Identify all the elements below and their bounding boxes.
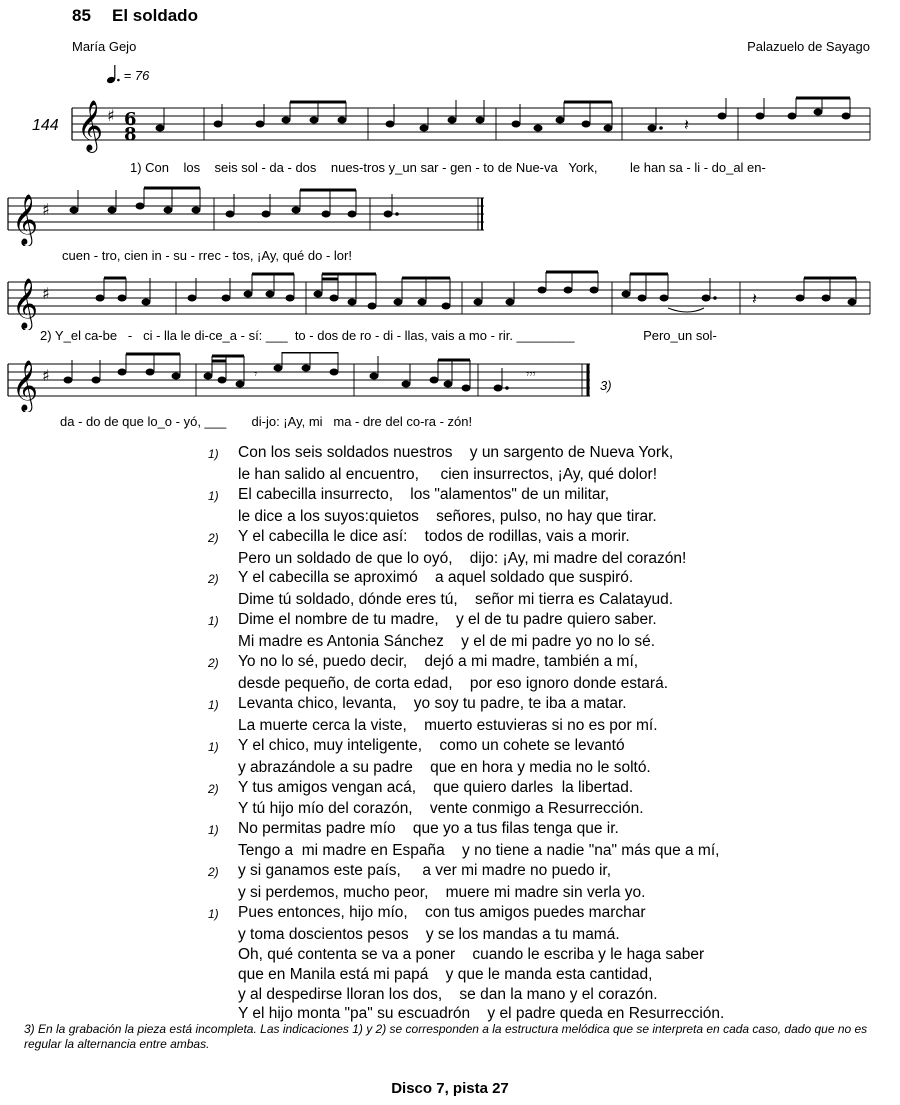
verse-line [208,716,724,736]
verse-line [208,965,724,985]
verse-line [208,443,724,465]
verse-mark: 1) [208,739,219,754]
verse-text: le dice a los suyos:quietos señores, pulso, no hay que tirar. [238,507,657,525]
lyrics-line-2: cuen - tro, cien in - su - rrec - tos, ¡Ay, qué do - lor! [62,248,352,263]
verse-line [208,590,724,610]
verse-mark [208,549,238,569]
verse-line [208,568,724,590]
treble-clef-icon: 𝄞 [12,278,39,329]
verse-mark: 1) [208,488,219,503]
verse-mark: 2) [208,781,219,796]
verse-line [208,903,724,925]
piece-number: 144 [32,117,59,134]
svg-text:♯: ♯ [42,284,50,303]
informant-name: María Gejo [72,39,137,54]
verse-mark [208,632,238,652]
verse-text: que en Manila está mi papá y que le manda esta cantidad, [238,965,653,983]
treble-clef-icon: 𝄞 [77,100,104,151]
verse-line [208,694,724,716]
lyrics-line-1: 1) Con los seis sol - da - dos nues-tros y_un sar - gen - to de Nue-va York, le han sa - li - do_al en- [130,160,766,175]
svg-text:♯: ♯ [42,200,50,219]
svg-text:𝄽: 𝄽 [684,115,689,134]
verse-mark: 2) [208,865,219,880]
time-signature-top: 6 [124,109,137,130]
verse-text: Y el chico, muy inteligente, como un cohete se levantó [238,736,625,754]
svg-text:♯: ♯ [42,366,50,385]
treble-clef-icon: 𝄞 [12,194,39,245]
verse-text: Y el hijo monta "pa" su escuadrón y el padre queda en Resurrección. [238,1005,725,1023]
verse-line [208,925,724,945]
verse-line [208,507,724,527]
verse-text: Dime el nombre de tu madre, y el de tu padre quiero saber. [238,611,657,629]
verse-text: y al despedirse lloran los dos, se dan la mano y el corazón. [238,985,658,1003]
staff-system-3 [0,270,900,330]
verse-line [208,841,724,861]
verse-mark [208,985,238,1005]
verse-mark [208,465,238,485]
verse-mark [208,716,238,736]
verse-text: y si perdemos, mucho peor, muere mi madre sin verla yo. [238,884,646,902]
verse-text: Pues entonces, hijo mío, con tus amigos puedes marchar [238,903,646,921]
dotted-quarter-note-icon [106,64,120,84]
staff-system-2 [0,186,900,246]
verse-line [208,610,724,632]
end-mark: 3) [600,378,612,393]
verse-text: Tengo a mi madre en España y no tiene a nadie "na" más que a mí, [238,842,720,860]
staff-system-1 [0,96,900,156]
svg-text:𝄾: 𝄾 [254,367,258,381]
verse-mark: 1) [208,906,219,921]
verse-line [208,778,724,800]
verse-line [208,549,724,569]
verse-text: Con los seis soldados nuestros y un sargento de Nueva York, [238,444,674,461]
verse-line [208,945,724,965]
verse-text: Y el cabecilla le dice así: todos de rodillas, vais a morir. [238,527,630,545]
svg-text:𝄾𝄾𝄾: 𝄾𝄾𝄾 [526,367,536,381]
verse-text: y si ganamos este país, a ver mi madre no puedo ir, [238,862,612,880]
verse-list [208,443,724,1024]
verse-text: Y el cabecilla se aproximó a aquel soldado que suspiró. [238,569,634,587]
verse-text: Levanta chico, levanta, yo soy tu padre, te iba a matar. [238,694,627,712]
verse-line [208,527,724,549]
tempo-marking: = 76 [106,64,149,84]
verse-mark [208,590,238,610]
verse-mark [208,674,238,694]
staff-system-4 [0,352,900,412]
treble-clef-icon: 𝄞 [12,360,39,411]
verse-line [208,632,724,652]
verse-text: Y tú hijo mío del corazón, vente conmigo a Resurrección. [238,800,644,818]
note-head [156,125,164,131]
verse-mark [208,841,238,861]
verse-mark: 1) [208,447,219,461]
verse-text: Mi madre es Antonia Sánchez y el de mi padre yo no lo sé. [238,633,656,651]
song-number: 85 [72,6,91,25]
verse-line [208,819,724,841]
verse-mark: 1) [208,614,219,629]
verse-text: y toma doscientos pesos y se los mandas a tu mamá. [238,925,620,943]
verse-mark: 2) [208,530,219,545]
lyrics-line-4: da - do de que lo_o - yó, ___ di-jo: ¡Ay, mi ma - dre del co-ra - zón! [60,414,473,429]
verse-line [208,736,724,758]
svg-text:𝄽: 𝄽 [752,289,757,308]
verse-mark [208,507,238,527]
verse-text: desde pequeño, de corta edad, por eso ignoro donde estará. [238,674,669,692]
verse-line [208,758,724,778]
verse-mark: 1) [208,823,219,838]
verse-mark: 1) [208,697,219,712]
tempo-value: 76 [134,68,150,83]
verse-mark [208,758,238,778]
verse-text: No permitas padre mío que yo a tus filas tenga que ir. [238,820,619,838]
verse-text: Yo no lo sé, puedo decir, dejó a mi madre, también a mí, [238,653,639,671]
disc-track-footer: Disco 7, pista 27 [391,1080,509,1097]
footnote: 3) En la grabación la pieza está incompleta. Las indicaciones 1) y 2) se corresponden a la estructura melódica que se interpreta en cada caso, dado que no es regular la alternancia entre ambas. [24,1022,868,1051]
time-signature-bottom: 8 [124,124,137,145]
verse-mark [208,883,238,903]
verse-text: Y tus amigos vengan acá, que quiero darles la libertad. [238,778,634,796]
verse-line [208,985,724,1005]
verse-text: Pero un soldado de que lo oyó, dijo: ¡Ay, mi madre del corazón! [238,549,687,567]
place-name: Palazuelo de Sayago [747,39,870,54]
verse-line [208,799,724,819]
verse-mark [208,965,238,985]
verse-line [208,652,724,674]
verse-text: le han salido al encuentro, cien insurrectos, ¡Ay, qué dolor! [238,465,658,483]
verse-mark [208,799,238,819]
verse-text: Oh, qué contenta se va a poner cuando le escriba y le haga saber [238,945,705,963]
lyrics-line-3: 2) Y_el ca-be - ci - lla le di-ce_a - sí: ___ to - dos de ro - di - llas, vais a mo - rir. ________ Pero_un sol- [40,328,717,343]
verse-mark: 2) [208,656,219,671]
verse-line [208,465,724,485]
verse-text: y abrazándole a su padre que en hora y media no le soltó. [238,758,651,776]
verse-text: La muerte cerca la viste, muerto estuvieras si no es por mí. [238,716,658,734]
verse-line [208,861,724,883]
verse-line [208,485,724,507]
verse-mark [208,925,238,945]
verse-line [208,883,724,903]
verse-text: Dime tú soldado, dónde eres tú, señor mi tierra es Calatayud. [238,591,674,609]
svg-text:♯: ♯ [107,106,115,125]
song-title: El soldado [112,6,198,25]
verse-text: El cabecilla insurrecto, los "alamentos" de un militar, [238,485,610,503]
verse-mark: 2) [208,572,219,587]
verse-line [208,674,724,694]
verse-mark [208,945,238,965]
